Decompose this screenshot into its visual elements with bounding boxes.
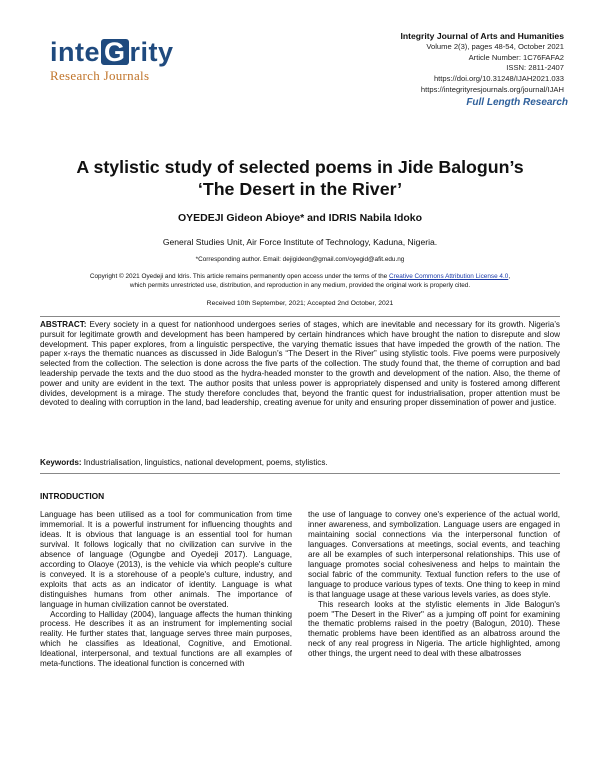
journal-volume: Volume 2(3), pages 48-54, October 2021	[426, 42, 564, 51]
abstract	[40, 320, 560, 408]
logo-subtitle: Research Journals	[50, 68, 150, 83]
logo-wordmark: inte G rity	[50, 37, 174, 67]
affiliation: General Studies Unit, Air Force Institute of Technology, Kaduna, Nigeria.	[162, 237, 438, 247]
doi-link[interactable]: https://doi.org/10.31248/IJAH2021.033	[433, 74, 564, 84]
paper-title	[40, 156, 560, 200]
journal-name: Integrity Journal of Arts and Humanities	[400, 31, 564, 41]
authors: OYEDEJI Gideon Abioye* and IDRIS Nabila Idoko	[177, 212, 423, 224]
article-number: Article Number: 1C76FAFA2	[468, 52, 564, 62]
logo-g-box: G	[101, 39, 129, 65]
journal-logo	[50, 38, 190, 88]
title-line-1: A stylistic study of selected poems in Jide Balogun’s	[76, 157, 524, 177]
keywords-text: Industrialisation, linguistics, national development, poems, stylistics.	[81, 458, 328, 467]
divider	[40, 473, 560, 474]
journal-url-link[interactable]: https://integrityresjournals.org/journal/IJAH	[420, 84, 564, 94]
section-heading: INTRODUCTION	[40, 491, 105, 501]
issn: ISSN: 2811-2407	[506, 63, 564, 73]
body-column-right	[308, 510, 560, 659]
article-type: Full Length Research	[466, 97, 568, 108]
title-line-2: ‘The Desert in the River’	[197, 179, 403, 199]
license-link[interactable]: Creative Commons Attribution License 4.0	[388, 273, 509, 280]
corresponding-author: *Corresponding author. Email: dejigideon@gmail.com/oyegid@afit.edu.ng	[195, 256, 405, 263]
body-column-left	[40, 510, 292, 669]
abstract-text: Every society in a quest for nationhood undergoes series of stages, which are inevitable and necessary for its growth. Nigeria’s pursuit for legitimate growth and development has been hampered by certain hindrances which have brought the nation to disrepute and slow development. This paper explores, from a linguistic perspective, the varying thematic issues that have impeded the growth of the nation. The paper x-rays the thematic nuances as discussed in Jide Balogun’s “The Desert in the River” using stylistic tools. Five poems were purposively selected from the collection. The selection is done across the five parts of the collection. The study found that, the theme of corruption and bad leadership pervade the texts and the duo stood as the hydra-headed monster to the growth and development of the nation. Also, the theme of power and unity are evident in the text. The author posits that unless power is appropriately dispensed and unity is fostered among different divides, development is a mirage. The study therefore concludes that, beyond the frantic quest for industrialisation, proper attention must be devoted to dealing with corruption in the land, bad leadership, creating avenue for unity and ensuring proper dissemination of power and justice.	[40, 320, 560, 408]
divider	[40, 316, 560, 317]
paragraph: Language has been utilised as a tool for communication from time immemorial. It is a powerful instrument for influencing thoughts and ideas. It is obvious that language is an essential tool for human survival. It follows logically that no civilization can survive in the absence of language (Ogungbe and Oyedeji 2017). Language, according to Olaoye (2013), is the vehicle via which people's culture is conveyed. It is a storehouse of a people's culture, industry, and exploits that acts as an indicator of identity. Language is what distinguishes humans from other animals. The importance of language in human civilization cannot be overstated.	[40, 510, 292, 609]
abstract-label: ABSTRACT:	[40, 320, 87, 329]
keywords	[40, 458, 560, 467]
paragraph: According to Halliday (2004), language affects the human thinking process. He describes it as an instrument for implementing social reality. He further states that, language serves three main purposes, which he classifies as Ideational, Cognitive, and Emotional. Ideational, interpersonal, and textual functions are all examples of meta-functions. The ideational function is concerned with	[40, 609, 292, 669]
received-dates: Received 10th September, 2021; Accepted 2nd October, 2021	[206, 300, 394, 307]
keywords-label: Keywords:	[40, 458, 82, 467]
paragraph: This research looks at the stylistic elements in Jide Balogun's poem "The Desert in the River" as a jumping off point for examining the thematic problems raised in the poetry (Balogun, 2010). These thematic problems have been identified as an albatross around the neck of any real progress in Nigeria. The article highlighted, among other things, the urgent need to deal with these albatrosses	[308, 599, 560, 659]
paragraph: the use of language to convey one's experience of the actual world, inner awareness, and symbolization. Language users are engaged in maintaining social connections via the interpersonal function of languages. Conversations at meetings, social events, and teaching are all be examples of such interpersonal relationships. This use of language promotes social cohesiveness and helps to maintain the social fabric of the community. Textual function refers to the use of language to produce various types of texts. One thing to keep in mind is that language usage at these various levels varies, as does style.	[308, 510, 560, 599]
journal-meta	[401, 30, 564, 96]
copyright-notice: Copyright © 2021 Oyedeji and Idris. This article remains permanently open access under the terms of the Creative Commons Attribution License 4.0, which permits unrestricted use, distribution, and reproduction in any medium, provided the original work is properly cited.	[89, 273, 511, 289]
